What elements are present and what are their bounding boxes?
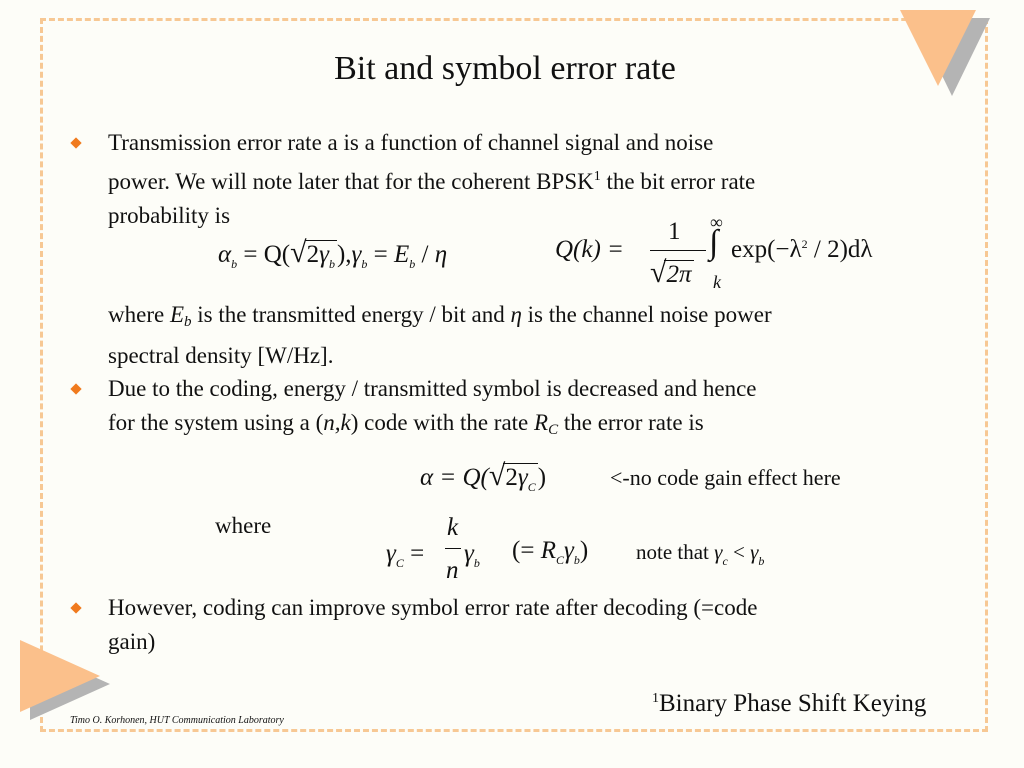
author-footer: Timo O. Korhonen, HUT Communication Laboratory: [70, 715, 284, 726]
where-eb-text: where $E_b$ is the transmitted energy / bit and η is the channel noise power spectral density [W/Hz].: [108, 302, 772, 368]
fraction-n: n: [446, 557, 459, 584]
fraction-bar: [445, 548, 461, 549]
equation-q-numerator: 1: [668, 218, 681, 245]
integral-sign: ∫: [709, 224, 719, 261]
equation-rate-relation: (= $R_C\gamma_b$): [512, 537, 589, 567]
bullet-1-text: Transmission error rate a is a function of channel signal and noise power. We will note later that for the coherent BPSK$^1$ the bit error rate probability is: [108, 130, 756, 228]
fraction-bar: [650, 250, 706, 251]
equation-gamma-b: $\gamma_b$: [464, 540, 480, 570]
bullet-3-text: However, coding can improve symbol error rate after decoding (=code gain): [108, 595, 758, 654]
integral-lower-limit: k: [713, 272, 721, 292]
equation-q-denominator: √2π: [650, 256, 692, 289]
no-code-gain-note: <-no code gain effect here: [610, 465, 841, 490]
corner-triangle-bottom-left: [20, 640, 100, 712]
slide-title: Bit and symbol error rate: [334, 50, 676, 87]
equation-alpha-b: $\alpha_b = Q(√2\gamma_b),\gamma_b = E_b / \eta$: [218, 236, 448, 271]
note-gamma-comparison: note that $\gamma_c < \gamma_b$: [636, 540, 765, 568]
integral-upper-limit: ∞: [710, 212, 723, 232]
equation-alpha-symbol: $\alpha = Q(√2\gamma_C)$: [420, 459, 547, 494]
equation-q-integrand: $\exp(-\lambda^2 / 2)d\lambda$: [731, 236, 873, 263]
bullet-2-text: Due to the coding, energy / transmitted symbol is decreased and hence for the system using a (n,k) code with the rate $R_C$ the error rate is: [108, 376, 757, 438]
equation-gamma-c: $\gamma_C$ =: [386, 540, 425, 570]
fraction-k: k: [447, 514, 459, 541]
footnote: $^1$Binary Phase Shift Keying: [652, 690, 927, 717]
where-label: where: [215, 513, 272, 538]
equation-q-function: Q(k) =: [555, 236, 624, 263]
